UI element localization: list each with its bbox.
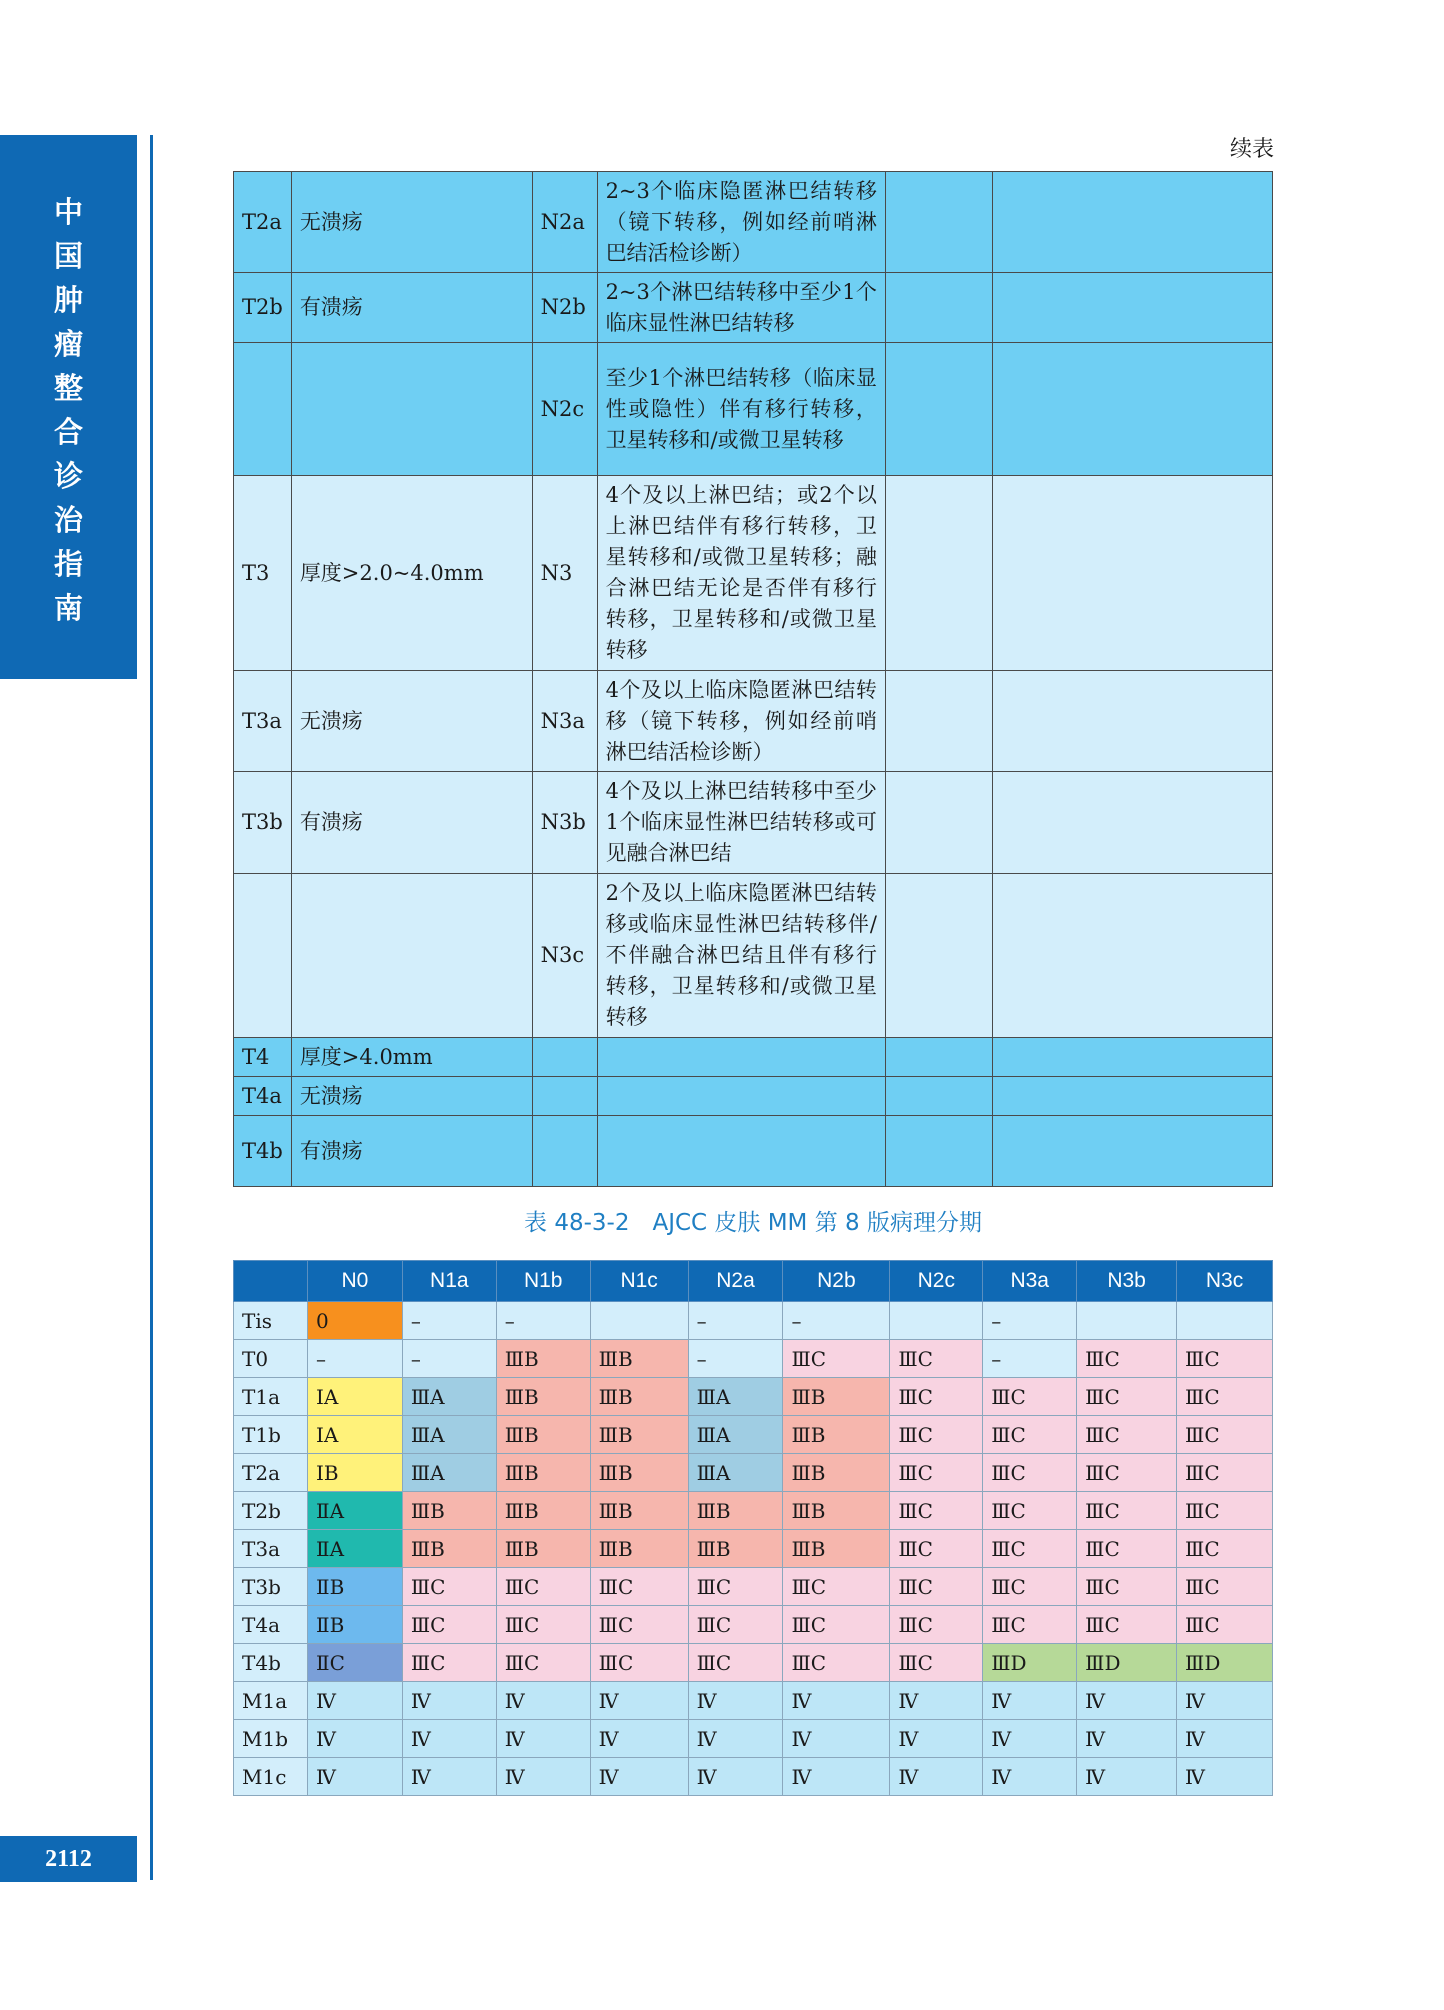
stage-cell: ⅢC	[890, 1530, 983, 1568]
stage-cell: ⅢC	[496, 1644, 590, 1682]
stage-cell: ⅢB	[688, 1530, 783, 1568]
n-category-cell: N2b	[532, 273, 597, 343]
stage-cell: ⅢC	[983, 1378, 1077, 1416]
stage-cell: ⅢB	[783, 1492, 890, 1530]
stage-cell: –	[983, 1340, 1077, 1378]
stage-cell: ⅡB	[307, 1568, 402, 1606]
stage-cell	[1177, 1302, 1273, 1340]
stage-cell: ⅢC	[590, 1644, 688, 1682]
stage-cell: Ⅳ	[402, 1720, 496, 1758]
table-row	[234, 1720, 1273, 1758]
side-title-char: 诊	[53, 459, 83, 493]
stage-cell: Ⅳ	[402, 1758, 496, 1796]
table-row	[234, 1682, 1273, 1720]
stage-cell: ⅠB	[307, 1454, 402, 1492]
stage-cell: ⅢC	[890, 1606, 983, 1644]
t-category-cell: T2a	[234, 172, 292, 273]
side-title-char: 合	[53, 415, 83, 449]
thickness-cell: 有溃疡	[291, 772, 532, 874]
m-category-cell	[885, 172, 992, 273]
stage-cell: ⅢC	[1077, 1416, 1177, 1454]
stage-cell: ⅢC	[983, 1568, 1077, 1606]
n-category-cell: N2c	[532, 343, 597, 476]
stage-cell: ⅢA	[688, 1454, 783, 1492]
node-description-cell	[597, 1038, 885, 1077]
stage-cell: Ⅳ	[688, 1720, 783, 1758]
stage-cell: ⅢC	[1077, 1606, 1177, 1644]
thickness-cell: 有溃疡	[291, 273, 532, 343]
stage-cell: Ⅳ	[890, 1682, 983, 1720]
table-row	[234, 1077, 1273, 1116]
stage-cell: –	[783, 1302, 890, 1340]
stage-cell: ⅢC	[590, 1606, 688, 1644]
row-header: M1c	[234, 1758, 308, 1796]
node-description-cell	[597, 1077, 885, 1116]
stage-cell: ⅢC	[983, 1454, 1077, 1492]
column-header: N3b	[1077, 1261, 1177, 1302]
stage-cell: ⅢB	[688, 1492, 783, 1530]
stage-cell: Ⅳ	[983, 1758, 1077, 1796]
stage-cell: ⅢB	[496, 1416, 590, 1454]
stage-cell: ⅢC	[983, 1416, 1077, 1454]
stage-cell: ⅢC	[1077, 1492, 1177, 1530]
row-header: T3a	[234, 1530, 308, 1568]
m-category-cell	[885, 273, 992, 343]
table-row	[234, 273, 1273, 343]
m-category-cell	[885, 476, 992, 671]
stage-cell: ⅢB	[496, 1454, 590, 1492]
m-description-cell	[992, 476, 1272, 671]
stage-cell: ⅢC	[983, 1492, 1077, 1530]
stage-cell: ⅡC	[307, 1644, 402, 1682]
stage-cell: Ⅳ	[496, 1682, 590, 1720]
stage-cell: –	[402, 1302, 496, 1340]
stage-cell: ⅢB	[496, 1378, 590, 1416]
column-header	[234, 1261, 308, 1302]
table-row	[234, 172, 1273, 273]
thickness-cell: 无溃疡	[291, 671, 532, 772]
m-category-cell	[885, 1077, 992, 1116]
stage-cell: ⅢC	[402, 1644, 496, 1682]
stage-cell: –	[402, 1340, 496, 1378]
stage-cell: ⅢC	[402, 1568, 496, 1606]
stage-cell: Ⅳ	[1077, 1682, 1177, 1720]
stage-cell: ⅢC	[1177, 1378, 1273, 1416]
m-category-cell	[885, 772, 992, 874]
table-row	[234, 1530, 1273, 1568]
column-header: N1a	[402, 1261, 496, 1302]
n-category-cell: N3c	[532, 874, 597, 1038]
stage-cell: ⅢC	[783, 1340, 890, 1378]
stage-cell: Ⅳ	[1077, 1720, 1177, 1758]
stage-cell	[590, 1302, 688, 1340]
margin-rule	[150, 135, 153, 1880]
m-category-cell	[885, 1038, 992, 1077]
continued-label: 续表	[1229, 137, 1274, 162]
stage-cell: Ⅳ	[983, 1720, 1077, 1758]
stage-cell: ⅢA	[402, 1454, 496, 1492]
node-description-cell: 2~3个临床隐匿淋巴结转移（镜下转移，例如经前哨淋巴结活检诊断）	[597, 172, 885, 273]
stage-cell: ⅢB	[496, 1340, 590, 1378]
stage-cell: Ⅳ	[307, 1720, 402, 1758]
stage-cell: ⅢC	[783, 1644, 890, 1682]
table-row	[234, 1454, 1273, 1492]
stage-cell: Ⅳ	[688, 1758, 783, 1796]
stage-cell: Ⅳ	[890, 1758, 983, 1796]
column-header: N2c	[890, 1261, 983, 1302]
stage-cell: ⅢA	[688, 1378, 783, 1416]
stage-cell	[890, 1302, 983, 1340]
table-row	[234, 772, 1273, 874]
n-category-cell	[532, 1077, 597, 1116]
stage-cell: ⅢB	[783, 1530, 890, 1568]
stage-cell: Ⅳ	[307, 1758, 402, 1796]
m-category-cell	[885, 1116, 992, 1187]
m-category-cell	[885, 671, 992, 772]
stage-cell: Ⅳ	[402, 1682, 496, 1720]
stage-cell: –	[983, 1302, 1077, 1340]
thickness-cell: 无溃疡	[291, 172, 532, 273]
t-category-cell: T4	[234, 1038, 292, 1077]
m-description-cell	[992, 172, 1272, 273]
stage-cell: ⅢC	[1077, 1378, 1177, 1416]
stage-cell: ⅢC	[1177, 1454, 1273, 1492]
stage-cell: ⅢC	[688, 1568, 783, 1606]
m-description-cell	[992, 874, 1272, 1038]
side-title-char: 国	[53, 239, 83, 273]
row-header: T2b	[234, 1492, 308, 1530]
stage-cell: ⅢC	[1077, 1454, 1177, 1492]
row-header: T1a	[234, 1378, 308, 1416]
thickness-cell: 厚度>4.0mm	[291, 1038, 532, 1077]
column-header: N0	[307, 1261, 402, 1302]
stage-cell: ⅢC	[1177, 1530, 1273, 1568]
stage-cell	[1077, 1302, 1177, 1340]
node-description-cell: 4个及以上淋巴结；或2个以上淋巴结伴有移行转移，卫星转移和/或微卫星转移；融合淋巴结无论是否伴有移行转移，卫星转移和/或微卫星转移	[597, 476, 885, 671]
column-header: N2b	[783, 1261, 890, 1302]
pathologic-stage-table	[233, 1260, 1273, 1796]
t-category-cell	[234, 874, 292, 1038]
table-row	[234, 1116, 1273, 1187]
side-title-char: 指	[53, 547, 83, 581]
m-description-cell	[992, 772, 1272, 874]
stage-cell: ⅢC	[890, 1644, 983, 1682]
stage-cell: ⅢD	[1077, 1644, 1177, 1682]
n-category-cell	[532, 1038, 597, 1077]
stage-cell: Ⅳ	[590, 1682, 688, 1720]
stage-cell: ⅢB	[590, 1340, 688, 1378]
t-category-cell: T3	[234, 476, 292, 671]
stage-cell: –	[688, 1302, 783, 1340]
stage-cell: ⅢA	[402, 1378, 496, 1416]
stage-cell: ⅢC	[983, 1530, 1077, 1568]
stage-cell: ⅢB	[590, 1530, 688, 1568]
n-category-cell: N3a	[532, 671, 597, 772]
table-row	[234, 1492, 1273, 1530]
m-category-cell	[885, 343, 992, 476]
node-description-cell: 2~3个淋巴结转移中至少1个临床显性淋巴结转移	[597, 273, 885, 343]
stage-cell: Ⅳ	[1177, 1720, 1273, 1758]
column-header: N3a	[983, 1261, 1077, 1302]
stage-cell: ⅢA	[688, 1416, 783, 1454]
row-header: T3b	[234, 1568, 308, 1606]
book-title-vertical	[0, 190, 137, 630]
stage-cell: ⅢC	[1177, 1340, 1273, 1378]
table-row	[234, 476, 1273, 671]
t-category-cell: T3b	[234, 772, 292, 874]
side-title-char: 整	[53, 371, 83, 405]
stage-cell: Ⅳ	[983, 1682, 1077, 1720]
stage-cell: 0	[307, 1302, 402, 1340]
stage-cell: ⅢC	[890, 1378, 983, 1416]
table-row	[234, 1302, 1273, 1340]
table-row	[234, 1378, 1273, 1416]
stage-cell: Ⅳ	[783, 1682, 890, 1720]
stage-cell: Ⅳ	[890, 1720, 983, 1758]
stage-cell: –	[307, 1340, 402, 1378]
stage-cell: ⅢC	[1077, 1568, 1177, 1606]
stage-cell: ⅢB	[590, 1454, 688, 1492]
m-description-cell	[992, 343, 1272, 476]
side-title-char: 中	[53, 195, 83, 229]
row-header: T0	[234, 1340, 308, 1378]
stage-cell: ⅢB	[783, 1416, 890, 1454]
t-category-cell: T4b	[234, 1116, 292, 1187]
stage-cell: ⅢB	[783, 1454, 890, 1492]
stage-cell: ⅢB	[590, 1416, 688, 1454]
stage-cell: ⅠA	[307, 1378, 402, 1416]
side-title-char: 瘤	[53, 327, 83, 361]
stage-cell: Ⅳ	[496, 1758, 590, 1796]
stage-cell: ⅢC	[1077, 1530, 1177, 1568]
stage-cell: –	[688, 1340, 783, 1378]
stage-cell: ⅢC	[1077, 1340, 1177, 1378]
side-title-char: 治	[53, 503, 83, 537]
t-category-cell: T3a	[234, 671, 292, 772]
stage-cell: ⅢC	[496, 1606, 590, 1644]
column-header: N1c	[590, 1261, 688, 1302]
stage-cell: ⅢB	[783, 1378, 890, 1416]
thickness-cell	[291, 343, 532, 476]
stage-cell: Ⅳ	[496, 1720, 590, 1758]
stage-cell: ⅢB	[496, 1492, 590, 1530]
stage-cell: ⅢC	[402, 1606, 496, 1644]
stage-cell: Ⅳ	[688, 1682, 783, 1720]
table-row	[234, 343, 1273, 476]
table-row	[234, 874, 1273, 1038]
stage-cell: ⅢC	[1177, 1492, 1273, 1530]
node-description-cell: 4个及以上临床隐匿淋巴结转移（镜下转移，例如经前哨淋巴结活检诊断）	[597, 671, 885, 772]
table-row	[234, 1568, 1273, 1606]
table-caption: 表 48-3-2 AJCC 皮肤 MM 第 8 版病理分期	[524, 1210, 982, 1236]
table-row	[234, 1644, 1273, 1682]
stage-cell: Ⅳ	[1177, 1682, 1273, 1720]
table-row	[234, 671, 1273, 772]
row-header: T4a	[234, 1606, 308, 1644]
column-header: N1b	[496, 1261, 590, 1302]
stage-cell: ⅢB	[402, 1492, 496, 1530]
row-header: T1b	[234, 1416, 308, 1454]
row-header: T2a	[234, 1454, 308, 1492]
stage-cell: Ⅳ	[590, 1720, 688, 1758]
stage-cell: ⅢB	[496, 1530, 590, 1568]
stage-cell: Ⅳ	[1177, 1758, 1273, 1796]
stage-cell: Ⅳ	[1077, 1758, 1177, 1796]
stage-cell: ⅢB	[590, 1492, 688, 1530]
m-description-cell	[992, 671, 1272, 772]
stage-cell: ⅢC	[890, 1454, 983, 1492]
row-header: T4b	[234, 1644, 308, 1682]
m-description-cell	[992, 1077, 1272, 1116]
stage-cell: Ⅳ	[783, 1758, 890, 1796]
stage-cell: ⅢC	[890, 1416, 983, 1454]
node-description-cell	[597, 1116, 885, 1187]
table-row	[234, 1340, 1273, 1378]
thickness-cell: 厚度>2.0~4.0mm	[291, 476, 532, 671]
stage-cell: ⅡB	[307, 1606, 402, 1644]
stage-cell: ⅢC	[783, 1568, 890, 1606]
thickness-cell: 无溃疡	[291, 1077, 532, 1116]
row-header: M1a	[234, 1682, 308, 1720]
node-description-cell: 2个及以上临床隐匿淋巴结转移或临床显性淋巴结转移伴/不伴融合淋巴结且伴有移行转移，卫星转移和/或微卫星转移	[597, 874, 885, 1038]
table-row	[234, 1758, 1273, 1796]
stage-cell: Ⅳ	[590, 1758, 688, 1796]
thickness-cell	[291, 874, 532, 1038]
t-category-cell: T2b	[234, 273, 292, 343]
row-header: M1b	[234, 1720, 308, 1758]
stage-cell: ⅢC	[890, 1568, 983, 1606]
stage-cell: ⅢC	[688, 1606, 783, 1644]
stage-cell: Ⅳ	[783, 1720, 890, 1758]
staging-definition-table	[233, 171, 1273, 1187]
m-description-cell	[992, 273, 1272, 343]
stage-cell: ⅢD	[983, 1644, 1077, 1682]
stage-cell: ⅡA	[307, 1492, 402, 1530]
stage-cell: ⅢC	[783, 1606, 890, 1644]
n-category-cell: N3	[532, 476, 597, 671]
m-category-cell	[885, 874, 992, 1038]
m-description-cell	[992, 1116, 1272, 1187]
page-number: 2112	[0, 1836, 137, 1882]
stage-cell: ⅢC	[890, 1492, 983, 1530]
n-category-cell: N3b	[532, 772, 597, 874]
node-description-cell: 4个及以上淋巴结转移中至少1个临床显性淋巴结转移或可见融合淋巴结	[597, 772, 885, 874]
stage-cell: ⅢC	[590, 1568, 688, 1606]
stage-cell: ⅢC	[1177, 1606, 1273, 1644]
table-row	[234, 1416, 1273, 1454]
row-header: Tis	[234, 1302, 308, 1340]
t-category-cell	[234, 343, 292, 476]
stage-cell: ⅠA	[307, 1416, 402, 1454]
n-category-cell	[532, 1116, 597, 1187]
stage-cell: ⅢC	[1177, 1416, 1273, 1454]
stage-cell: ⅢC	[688, 1644, 783, 1682]
m-description-cell	[992, 1038, 1272, 1077]
stage-cell: ⅢC	[1177, 1568, 1273, 1606]
stage-cell: ⅢC	[890, 1340, 983, 1378]
side-title-char: 南	[53, 591, 83, 625]
t-category-cell: T4a	[234, 1077, 292, 1116]
node-description-cell: 至少1个淋巴结转移（临床显性或隐性）伴有移行转移，卫星转移和/或微卫星转移	[597, 343, 885, 476]
table-row	[234, 1038, 1273, 1077]
column-header: N3c	[1177, 1261, 1273, 1302]
n-category-cell: N2a	[532, 172, 597, 273]
stage-cell: ⅢB	[402, 1530, 496, 1568]
thickness-cell: 有溃疡	[291, 1116, 532, 1187]
stage-cell: Ⅳ	[307, 1682, 402, 1720]
stage-cell: ⅢA	[402, 1416, 496, 1454]
side-title-char: 肿	[53, 283, 83, 317]
stage-cell: –	[496, 1302, 590, 1340]
stage-cell: ⅢB	[590, 1378, 688, 1416]
column-header: N2a	[688, 1261, 783, 1302]
table-row	[234, 1606, 1273, 1644]
stage-cell: ⅡA	[307, 1530, 402, 1568]
stage-cell: ⅢD	[1177, 1644, 1273, 1682]
stage-cell: ⅢC	[496, 1568, 590, 1606]
stage-cell: ⅢC	[983, 1606, 1077, 1644]
